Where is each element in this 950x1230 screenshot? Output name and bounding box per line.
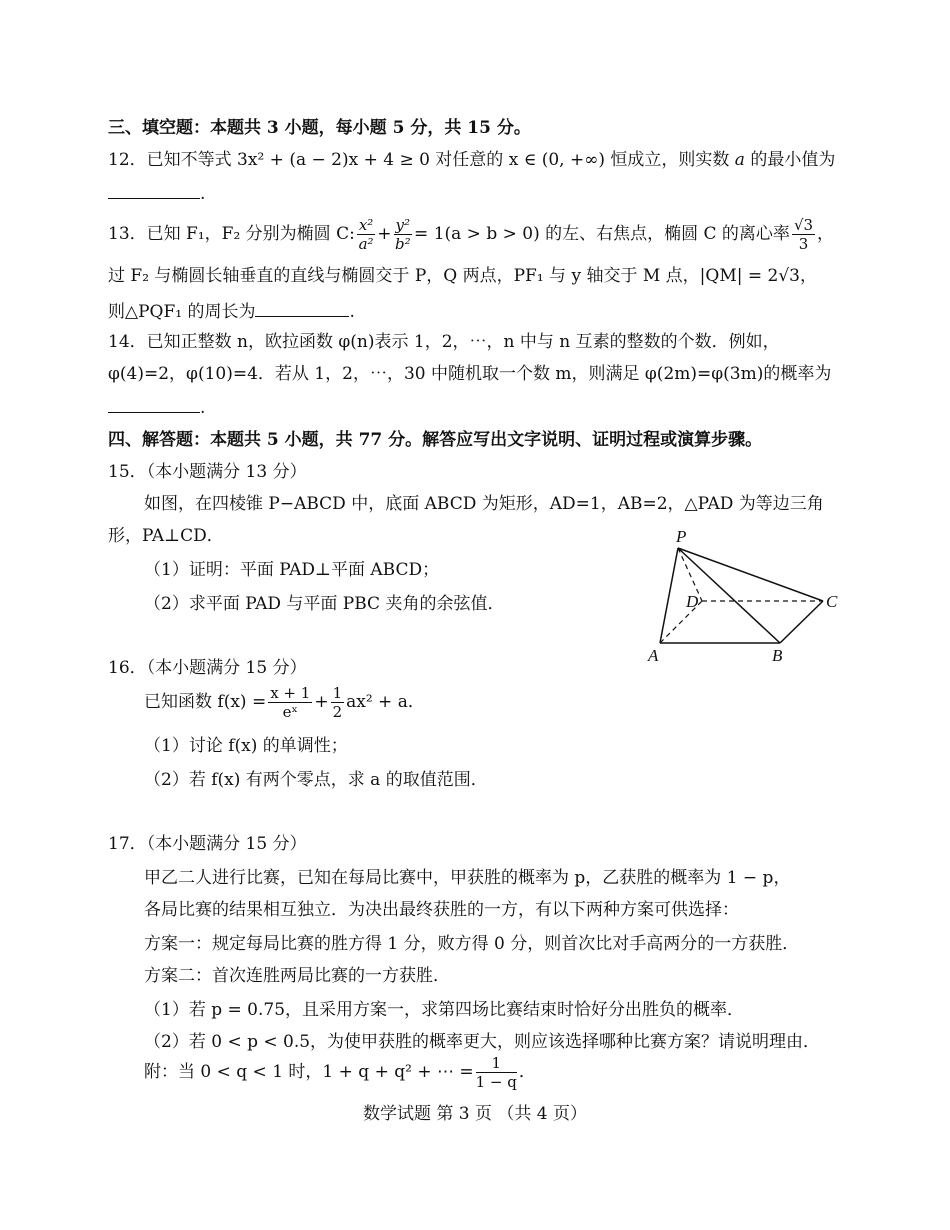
question-15-line2: 形，PA⊥CD．	[108, 526, 224, 546]
question-15-part1: （1）证明：平面 PAD⊥平面 ABCD；	[144, 560, 440, 580]
fraction-numerator: √3	[793, 216, 814, 234]
section-heading-fill-in: 三、填空题：本题共 3 小题，每小题 5 分，共 15 分。	[108, 118, 531, 138]
question-14-tail: .	[200, 398, 206, 418]
vertex-label-B: B	[772, 646, 783, 665]
question-16-part1: （1）讨论 f(x) 的单调性；	[144, 736, 348, 756]
question-17-note	[144, 1052, 536, 1092]
fraction-denominator: 1 − q	[475, 1073, 517, 1091]
question-13-fraction-y	[394, 216, 413, 253]
question-12-answer-line	[108, 180, 205, 206]
question-12-text-b: 的最小值为	[750, 150, 836, 170]
page-footer: 数学试题 第 3 页 （共 4 页）	[362, 1104, 588, 1124]
question-17-line4: 方案二：首次连胜两局比赛的一方获胜．	[144, 966, 450, 986]
question-15-part2: （2）求平面 PAD 与平面 PBC 夹角的余弦值．	[144, 594, 505, 614]
question-14-line2: φ(4)=2，φ(10)=4．若从 1，2，⋯，30 中随机取一个数 m，则满足 φ(2m)=φ(3m)的概率为	[108, 364, 832, 384]
question-13-text-a: 已知 F₁，F₂ 分别为椭圆 C:	[146, 224, 355, 244]
question-14-answer-line	[108, 394, 205, 420]
question-17-note-text: 附：当 0 < q < 1 时，1 + q + q² + ⋯ =	[144, 1062, 474, 1082]
edge-BC	[780, 601, 823, 643]
question-15-header: 15．（本小题满分 13 分）	[108, 462, 307, 482]
fraction-denominator: 2	[332, 703, 343, 721]
section-heading-solutions: 四、解答题：本题共 5 小题，共 77 分。解答应写出文字说明、证明过程或演算步骤。	[108, 430, 763, 450]
question-12-answer-blank[interactable]	[108, 180, 200, 199]
question-17-note-tail: ．	[518, 1062, 536, 1082]
question-16-header: 16．（本小题满分 15 分）	[108, 658, 307, 678]
question-13-number: 13．	[108, 224, 147, 244]
question-17-line2: 各局比赛的结果相互独立．为决出最终获胜的一方，有以下两种方案可供选择：	[144, 900, 739, 920]
question-16-fraction-half	[331, 684, 345, 721]
question-17-header: 17．（本小题满分 15 分）	[108, 834, 307, 854]
fraction-numerator: x²	[358, 216, 374, 234]
edge-PC	[678, 548, 823, 601]
question-14-line1	[108, 330, 780, 354]
question-13-fraction-eccentricity	[792, 216, 815, 253]
question-13-fraction-x	[357, 216, 375, 253]
pyramid-figure	[640, 528, 840, 668]
vertex-label-P: P	[676, 527, 687, 546]
question-17-fraction-geometric	[476, 1054, 517, 1091]
fraction-numerator: x + 1	[270, 684, 311, 702]
fraction-denominator: 3	[798, 235, 809, 253]
question-13-line1	[108, 214, 834, 254]
question-16-line1	[144, 682, 425, 722]
question-12-var: a	[734, 150, 745, 170]
question-16-text-b: ax² + a．	[346, 692, 425, 712]
question-15-line1: 如图，在四棱锥 P−ABCD 中，底面 ABCD 为矩形，AD=1，AB=2，△PAD 为等边三角	[144, 494, 824, 514]
question-13-text-c: ，	[817, 224, 835, 244]
question-13-line2: 过 F₂ 与椭圆长轴垂直的直线与椭圆交于 P，Q 两点，PF₁ 与 y 轴交于 M 点，|QM| = 2√3，	[108, 266, 817, 286]
question-12-number: 12．	[108, 150, 147, 170]
question-16-part2: （2）若 f(x) 有两个零点，求 a 的取值范围．	[144, 770, 488, 790]
question-16-text-a: 已知函数 f(x) =	[144, 692, 267, 712]
fraction-numerator: 1	[332, 684, 343, 702]
question-12-tail: .	[200, 184, 206, 204]
fraction-denominator: eˣ	[282, 703, 298, 721]
question-17-part1: （1）若 p = 0.75，且采用方案一，求第四场比赛结束时恰好分出胜负的概率．	[144, 1000, 745, 1020]
question-13-line3	[108, 298, 355, 324]
question-13-text-b: = 1(a > b > 0) 的左、右焦点，椭圆 C 的离心率	[414, 224, 790, 244]
fraction-denominator: a²	[358, 235, 374, 253]
question-14-answer-blank[interactable]	[108, 394, 200, 413]
question-13-tail: .	[349, 302, 355, 322]
fraction-numerator: 1	[476, 1054, 517, 1073]
fraction-numerator: y²	[395, 216, 411, 234]
question-12-line1	[108, 148, 835, 172]
plus-sign: +	[377, 224, 392, 244]
question-17-line3: 方案一：规定每局比赛的胜方得 1 分，败方得 0 分，则首次比对手高两分的一方获胜．	[144, 934, 800, 954]
plus-sign: +	[314, 692, 329, 712]
question-14-number: 14．	[108, 332, 147, 352]
vertex-label-C: C	[826, 592, 838, 611]
question-17-part2: （2）若 0 < p < 0.5，为使甲获胜的概率更大，则应该选择哪种比赛方案？请说明理由．	[144, 1032, 821, 1052]
edge-PA	[660, 548, 678, 643]
question-17-line1: 甲乙二人进行比赛，已知在每局比赛中，甲获胜的概率为 p，乙获胜的概率为 1 − p，	[144, 868, 791, 888]
vertex-label-A: A	[648, 646, 659, 665]
question-12-text-a: 已知不等式 3x² + (a − 2)x + 4 ≥ 0 对任意的 x ∈ (0, +∞) 恒成立，则实数	[146, 150, 730, 170]
vertex-label-D: D	[686, 592, 699, 611]
question-13-text-d: 则△PQF₁ 的周长为	[108, 302, 256, 322]
question-13-answer-blank[interactable]	[255, 298, 349, 317]
question-14-text-a: 已知正整数 n，欧拉函数 φ(n)表示 1，2，⋯，n 中与 n 互素的整数的个数．例如，	[146, 332, 780, 352]
question-16-fraction-a	[268, 684, 312, 721]
fraction-denominator: b²	[394, 235, 411, 253]
